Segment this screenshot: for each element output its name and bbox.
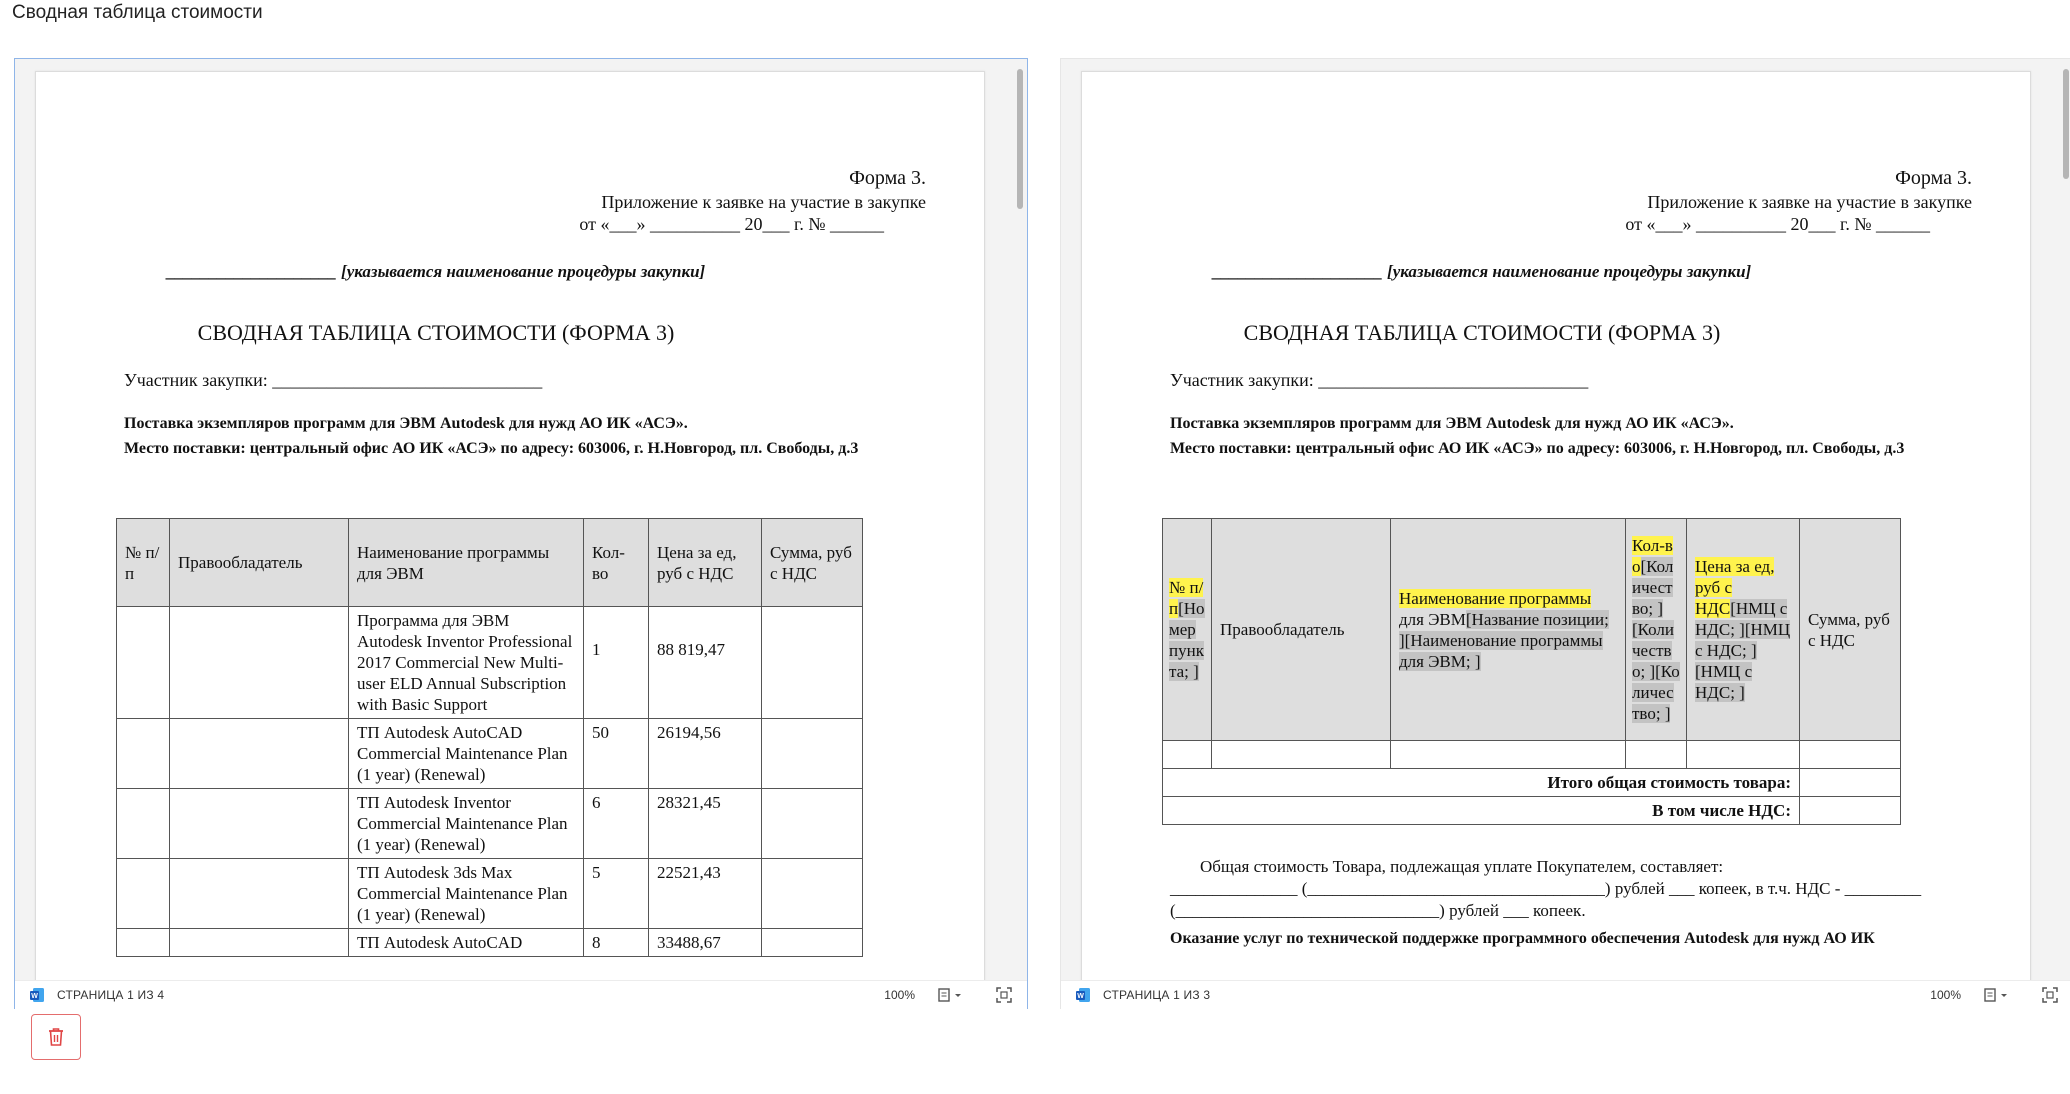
vat-value <box>1800 797 1901 825</box>
empty-cell <box>1626 741 1687 769</box>
supply-description: Поставка экземпляров программ для ЭВМ Autodesk для нужд АО ИК «АСЭ». <box>1170 415 1734 432</box>
row-holder <box>170 929 349 957</box>
column-header: № п/п <box>117 519 170 607</box>
field-placeholder: [Количество; ][Количество; ][Количество; ] <box>1632 557 1680 723</box>
form-number: Форма 3. <box>849 167 926 189</box>
svg-text:W: W <box>31 993 38 1000</box>
procedure-line: ____________________ [указывается наименование процедуры закупки] <box>1212 262 1752 281</box>
column-header: Наименование программы для ЭВМ <box>349 519 584 607</box>
table-row <box>1163 741 1901 769</box>
document-page <box>1081 71 2031 981</box>
participant-line: Участник закупки: ______________________________ <box>124 370 543 390</box>
column-header-program <box>1391 519 1626 741</box>
field-label: Наименование программы <box>1399 588 1592 608</box>
empty-cell <box>1687 741 1800 769</box>
row-holder <box>170 859 349 929</box>
vat-row <box>1163 797 1901 825</box>
row-holder <box>170 719 349 789</box>
column-header-sum: Сумма, руб с НДС <box>1800 519 1901 741</box>
page-counter: СТРАНИЦА 1 ИЗ 3 <box>1103 988 1211 1002</box>
services-description: Оказание услуг по технической поддержке программного обеспечения Autodesk для нужд АО ИК <box>1170 930 1875 947</box>
date-number-line: от «___» __________ 20___ г. № ______ <box>579 214 884 234</box>
word-icon <box>29 987 45 1003</box>
word-icon <box>1075 987 1091 1003</box>
trash-icon <box>47 1027 65 1047</box>
date-number-line: от «___» __________ 20___ г. № ______ <box>1625 214 1930 234</box>
table-row <box>117 607 863 719</box>
table-row <box>117 719 863 789</box>
document-heading: СВОДНАЯ ТАБЛИЦА СТОИМОСТИ (ФОРМА 3) <box>1243 320 1721 345</box>
layout-icon[interactable] <box>937 986 965 1004</box>
document-viewer-left[interactable] <box>14 58 1028 1009</box>
empty-cell <box>1391 741 1626 769</box>
supply-description: Поставка экземпляров программ для ЭВМ Autodesk для нужд АО ИК «АСЭ». <box>124 415 688 432</box>
fit-to-screen-icon[interactable] <box>2041 986 2059 1004</box>
field-label: № п/п <box>1169 578 1204 618</box>
table-row <box>117 929 863 957</box>
page-title: Сводная таблица стоимости <box>12 2 263 23</box>
empty-cell <box>1800 741 1901 769</box>
row-holder <box>170 607 349 719</box>
field-label: Кол-во <box>1632 536 1673 576</box>
total-cost-paragraph <box>1170 856 1990 922</box>
column-header-holder: Правообладатель <box>1212 519 1391 741</box>
field-label-rest: для ЭВМ <box>1399 609 1466 629</box>
total-text-line: Общая стоимость Товара, подлежащая уплате Покупателем, составляет: <box>1200 857 1724 876</box>
column-header: Цена за ед, руб с НДС <box>649 519 762 607</box>
row-sum <box>762 607 863 719</box>
row-price: 88 819,47 <box>649 607 762 719</box>
document-heading: СВОДНАЯ ТАБЛИЦА СТОИМОСТИ (ФОРМА 3) <box>197 320 675 345</box>
row-price: 22521,43 <box>649 859 762 929</box>
document-page <box>35 71 985 981</box>
empty-cell <box>1163 741 1212 769</box>
delete-button[interactable] <box>31 1014 81 1060</box>
column-header-quantity <box>1626 519 1687 741</box>
procedure-line: ____________________ [указывается наименование процедуры закупки] <box>166 262 706 281</box>
row-number <box>117 789 170 859</box>
template-cost-table <box>1162 518 1901 825</box>
field-placeholder: [Название позиции; ][Наименование программы для ЭВМ; ] <box>1399 609 1609 671</box>
row-program-name: ТП Autodesk AutoCAD Commercial Maintenance Plan (1 year) (Renewal) <box>349 719 584 789</box>
row-sum <box>762 789 863 859</box>
vertical-scrollbar[interactable] <box>2063 69 2069 179</box>
row-number <box>117 719 170 789</box>
layout-icon[interactable] <box>1983 986 2011 1004</box>
column-header: Кол-во <box>584 519 649 607</box>
row-quantity: 1 <box>584 607 649 719</box>
zoom-level[interactable]: 100% <box>1930 988 1961 1002</box>
row-program-name: ТП Autodesk Inventor Commercial Maintenance Plan (1 year) (Renewal) <box>349 789 584 859</box>
field-placeholder: [Номер пункта; ] <box>1169 599 1205 681</box>
delivery-place: Место поставки: центральный офис АО ИК «АСЭ» по адресу: 603006, г. Н.Новгород, пл. Свободы, д.3 <box>1170 440 1905 457</box>
form-number: Форма 3. <box>1895 167 1972 189</box>
total-value <box>1800 769 1901 797</box>
row-quantity: 8 <box>584 929 649 957</box>
row-program-name: Программа для ЭВМ Autodesk Inventor Professional 2017 Commercial New Multi-user ELD Annual Subscription with Basic Support <box>349 607 584 719</box>
row-quantity: 50 <box>584 719 649 789</box>
row-number <box>117 859 170 929</box>
field-placeholder: [НМЦ с НДС; ][НМЦ с НДС; ][НМЦ с НДС; ] <box>1695 599 1791 702</box>
column-header-number <box>1163 519 1212 741</box>
column-header: Правообладатель <box>170 519 349 607</box>
status-bar <box>1061 980 2070 1009</box>
row-price: 26194,56 <box>649 719 762 789</box>
row-price: 33488,67 <box>649 929 762 957</box>
row-sum <box>762 719 863 789</box>
appendix-line: Приложение к заявке на участие в закупке <box>601 192 926 212</box>
cost-table <box>116 518 863 957</box>
field-label: Цена за ед, руб с НДС <box>1695 557 1775 618</box>
total-text-line: _______________ (___________________________________) рублей ___ копеек, в т.ч. НДС - _________ (_______________________________) рублей ___ копеек. <box>1170 879 1922 920</box>
table-header-row <box>1163 519 1901 741</box>
empty-cell <box>1212 741 1391 769</box>
appendix-line: Приложение к заявке на участие в закупке <box>1647 192 1972 212</box>
row-quantity: 5 <box>584 859 649 929</box>
svg-text:W: W <box>1077 993 1084 1000</box>
row-price: 28321,45 <box>649 789 762 859</box>
column-header-price <box>1687 519 1800 741</box>
document-scroll-area[interactable] <box>1061 59 2070 981</box>
row-sum <box>762 929 863 957</box>
row-program-name: ТП Autodesk 3ds Max Commercial Maintenance Plan (1 year) (Renewal) <box>349 859 584 929</box>
vat-label: В том числе НДС: <box>1163 797 1800 825</box>
table-row <box>117 859 863 929</box>
row-holder <box>170 789 349 859</box>
row-program-name: ТП Autodesk AutoCAD <box>349 929 584 957</box>
total-row <box>1163 769 1901 797</box>
page-counter: СТРАНИЦА 1 ИЗ 4 <box>57 988 165 1002</box>
row-quantity: 6 <box>584 789 649 859</box>
column-header: Сумма, руб с НДС <box>762 519 863 607</box>
row-sum <box>762 859 863 929</box>
document-viewer-right[interactable] <box>1060 58 2070 1009</box>
status-bar <box>15 980 1027 1009</box>
zoom-level[interactable]: 100% <box>884 988 915 1002</box>
total-label: Итого общая стоимость товара: <box>1163 769 1800 797</box>
document-scroll-area[interactable] <box>15 59 1027 981</box>
row-number <box>117 929 170 957</box>
vertical-scrollbar[interactable] <box>1017 69 1023 209</box>
participant-line: Участник закупки: ______________________________ <box>1170 370 1589 390</box>
row-number <box>117 607 170 719</box>
delivery-place: Место поставки: центральный офис АО ИК «АСЭ» по адресу: 603006, г. Н.Новгород, пл. Свободы, д.3 <box>124 440 859 457</box>
fit-to-screen-icon[interactable] <box>995 986 1013 1004</box>
table-row <box>117 789 863 859</box>
